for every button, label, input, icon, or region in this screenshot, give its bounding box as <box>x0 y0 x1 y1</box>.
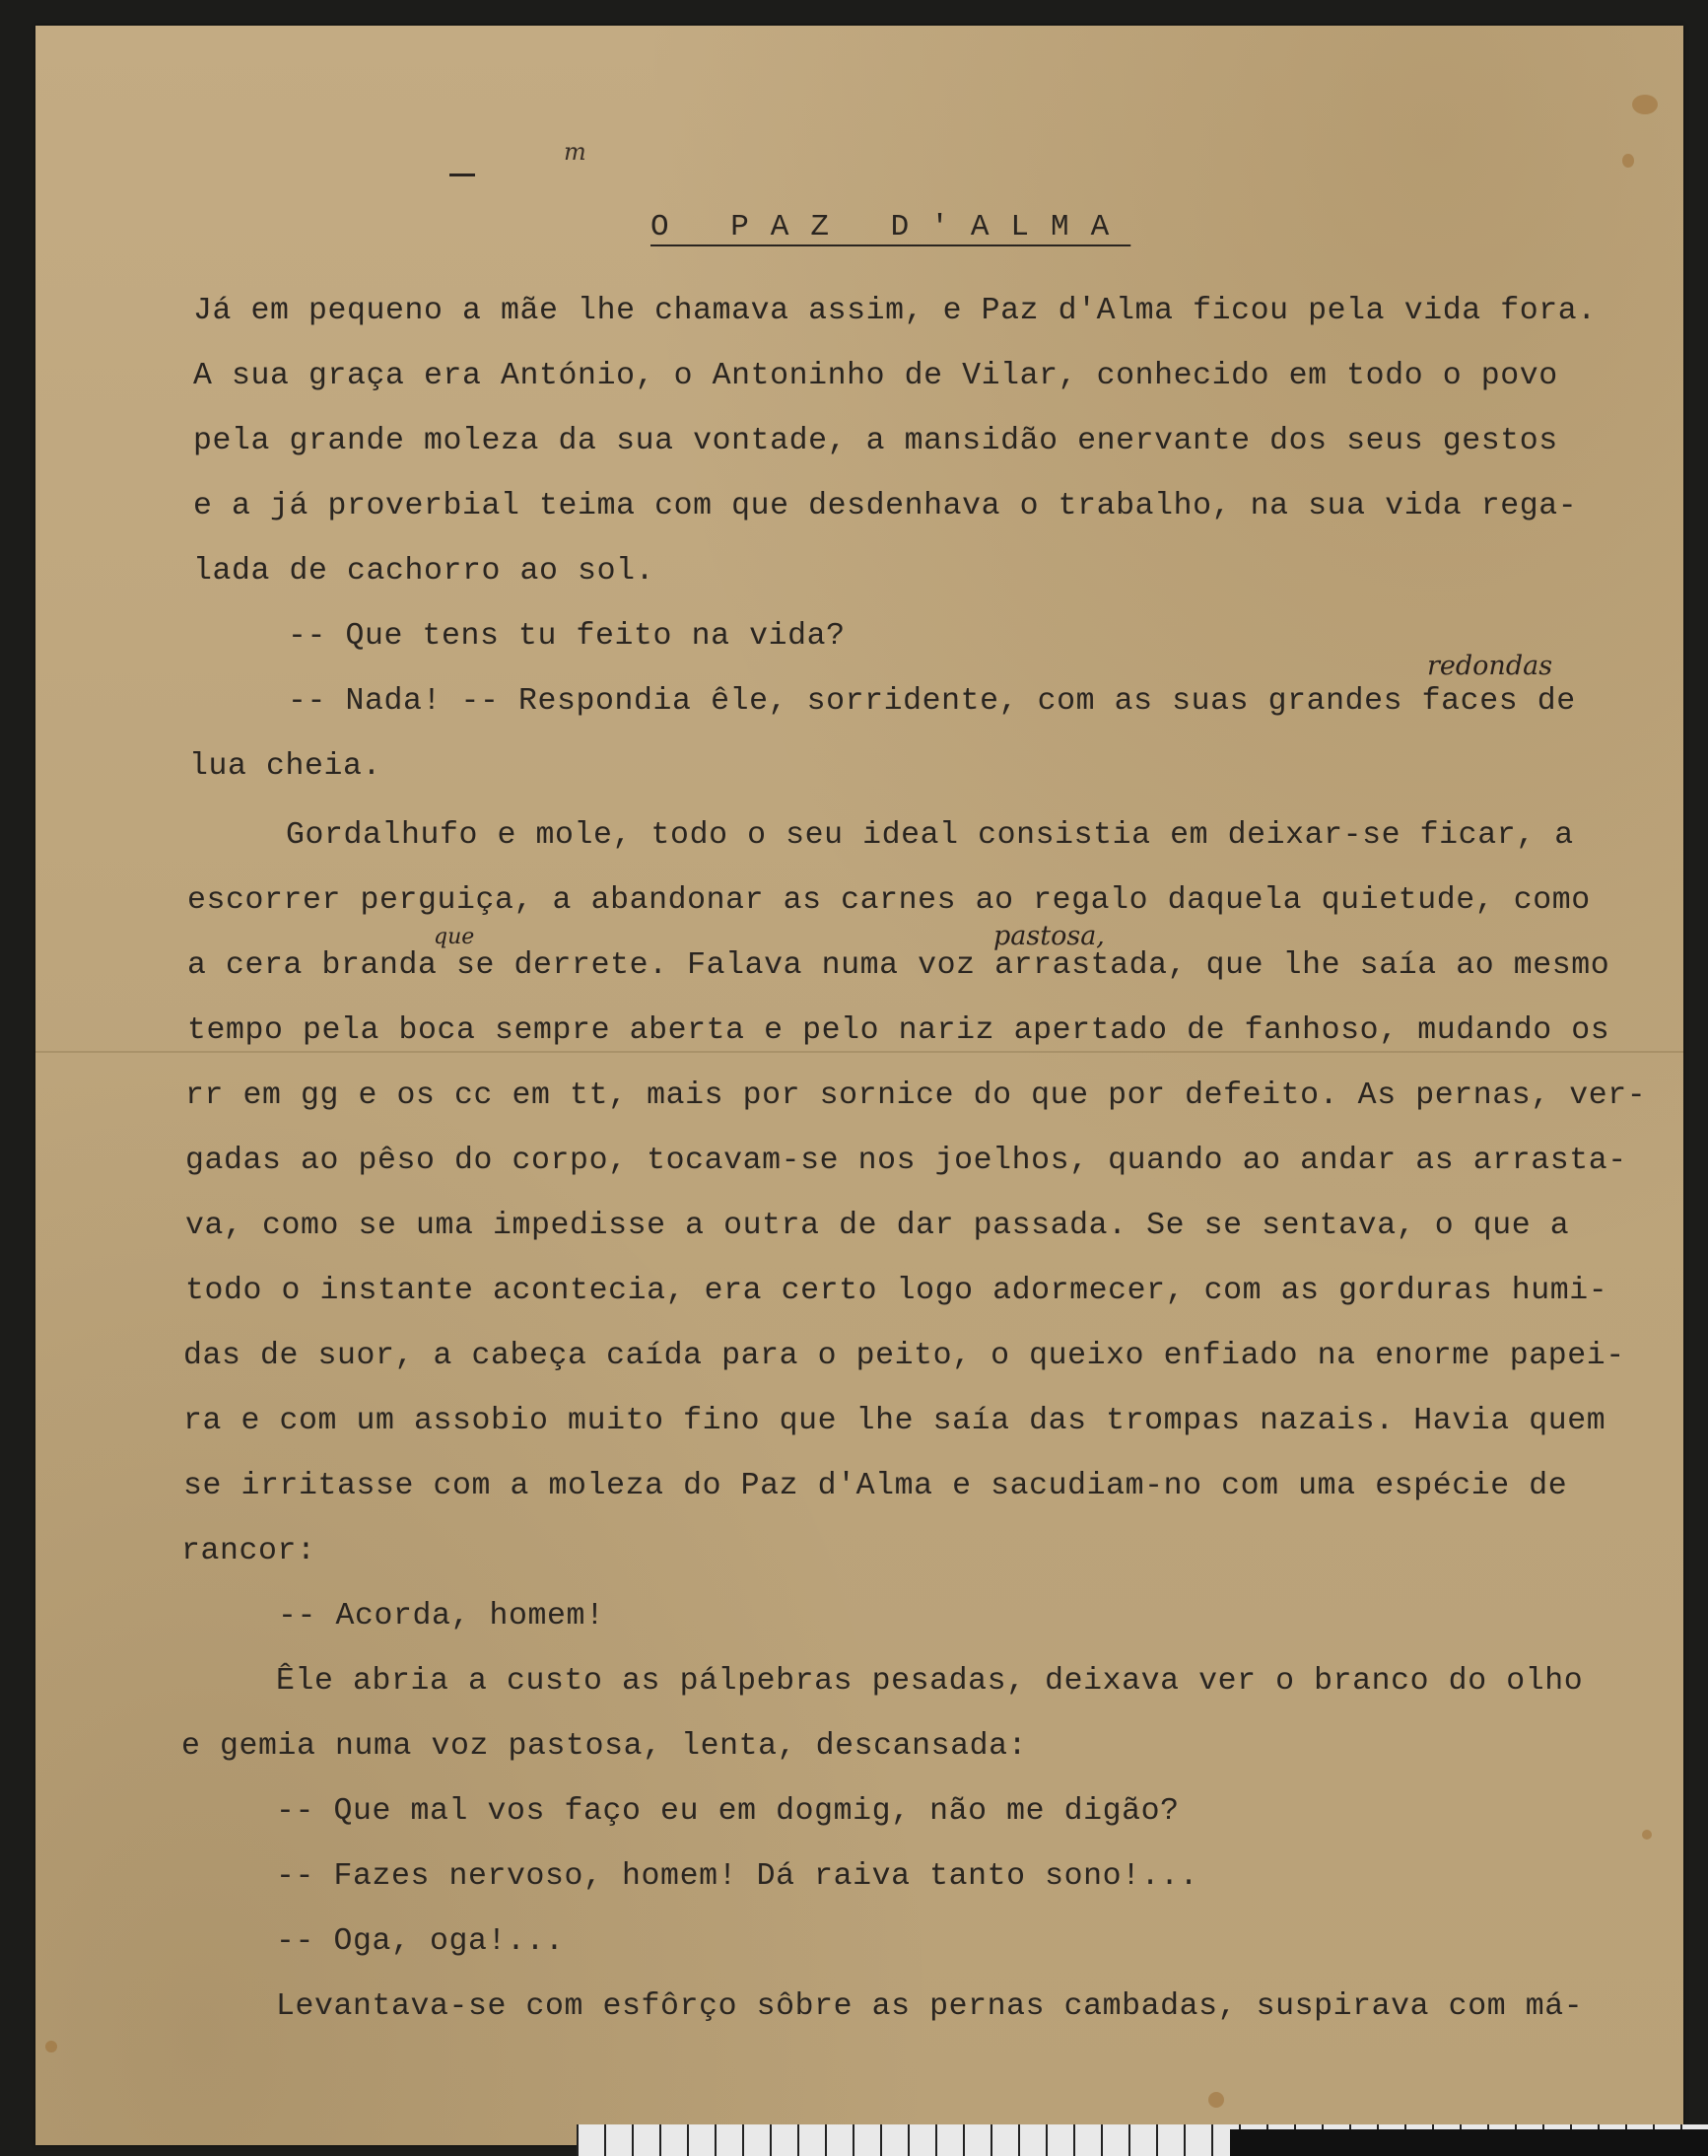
text-line: va, como se uma impedisse a outra de dar passada. Se se sentava, o que a <box>185 1209 1570 1243</box>
text-line: todo o instante acontecia, era certo logo adormecer, com as gorduras humi- <box>185 1274 1608 1308</box>
text-line: -- Nada! -- Respondia êle, sorridente, com as suas grandes faces de <box>288 684 1576 719</box>
page-title: O PAZ D'ALMA <box>650 210 1131 244</box>
text-line: e gemia numa voz pastosa, lenta, descansada: <box>181 1729 1028 1764</box>
text-line: rancor: <box>181 1534 316 1568</box>
text-line: lua cheia. <box>189 749 382 784</box>
text-line: a cera branda se derrete. Falava numa voz arrastada, que lhe saía ao mesmo <box>187 948 1610 983</box>
text-line: A sua graça era António, o Antoninho de Vilar, conhecido em todo o povo <box>193 359 1558 393</box>
stain <box>1642 1830 1652 1840</box>
text-line: e a já proverbial teima com que desdenhava o trabalho, na sua vida rega- <box>193 489 1578 523</box>
text-line: -- Fazes nervoso, homem! Dá raiva tanto sono!... <box>276 1859 1199 1894</box>
text-line: rr em gg e os cc em tt, mais por sornice do que por defeito. As pernas, ver- <box>185 1078 1647 1113</box>
stain <box>45 2041 57 2052</box>
handwritten-top-mark: m <box>564 138 586 166</box>
stain <box>1208 2092 1224 2108</box>
scan-ruler-dark-band <box>1230 2129 1708 2156</box>
text-line: Gordalhufo e mole, todo o seu ideal consistia em deixar-se ficar, a <box>286 818 1574 853</box>
text-line: gadas ao pêso do corpo, tocavam-se nos joelhos, quando ao andar as arrasta- <box>185 1144 1627 1178</box>
handwritten-annotation-pastosa: pastosa, <box>993 921 1105 951</box>
handwritten-dash <box>449 174 475 176</box>
text-line: -- Oga, oga!... <box>276 1924 565 1959</box>
text-line: tempo pela boca sempre aberta e pelo nariz apertado de fanhoso, mudando os <box>187 1013 1610 1048</box>
stain <box>1632 95 1658 114</box>
text-line: das de suor, a cabeça caída para o peito, o queixo enfiado na enorme papei- <box>183 1339 1625 1373</box>
text-line: -- Que tens tu feito na vida? <box>288 619 846 654</box>
paper-fold <box>35 1051 1683 1053</box>
text-line: pela grande moleza da sua vontade, a mansidão enervante dos seus gestos <box>193 424 1558 458</box>
text-line: escorrer perguiça, a abandonar as carnes ao regalo daquela quietude, como <box>187 883 1591 918</box>
handwritten-annotation-que: que <box>434 925 475 949</box>
handwritten-annotation-redondas: redondas <box>1427 651 1553 681</box>
text-line: -- Acorda, homem! <box>278 1599 605 1634</box>
text-line: Já em pequeno a mãe lhe chamava assim, e Paz d'Alma ficou pela vida fora. <box>193 294 1597 328</box>
text-line: Êle abria a custo as pálpebras pesadas, deixava ver o branco do olho <box>276 1664 1584 1699</box>
text-line: lada de cachorro ao sol. <box>193 554 655 589</box>
text-line: ra e com um assobio muito fino que lhe saía das trompas nazais. Havia quem <box>183 1404 1606 1438</box>
text-line: se irritasse com a moleza do Paz d'Alma e sacudiam-no com uma espécie de <box>183 1469 1568 1503</box>
text-line: -- Que mal vos faço eu em dogmig, não me digão? <box>276 1794 1180 1829</box>
stain <box>1622 154 1634 168</box>
text-line: Levantava-se com esfôrço sôbre as pernas cambadas, suspirava com má- <box>276 1989 1584 2024</box>
